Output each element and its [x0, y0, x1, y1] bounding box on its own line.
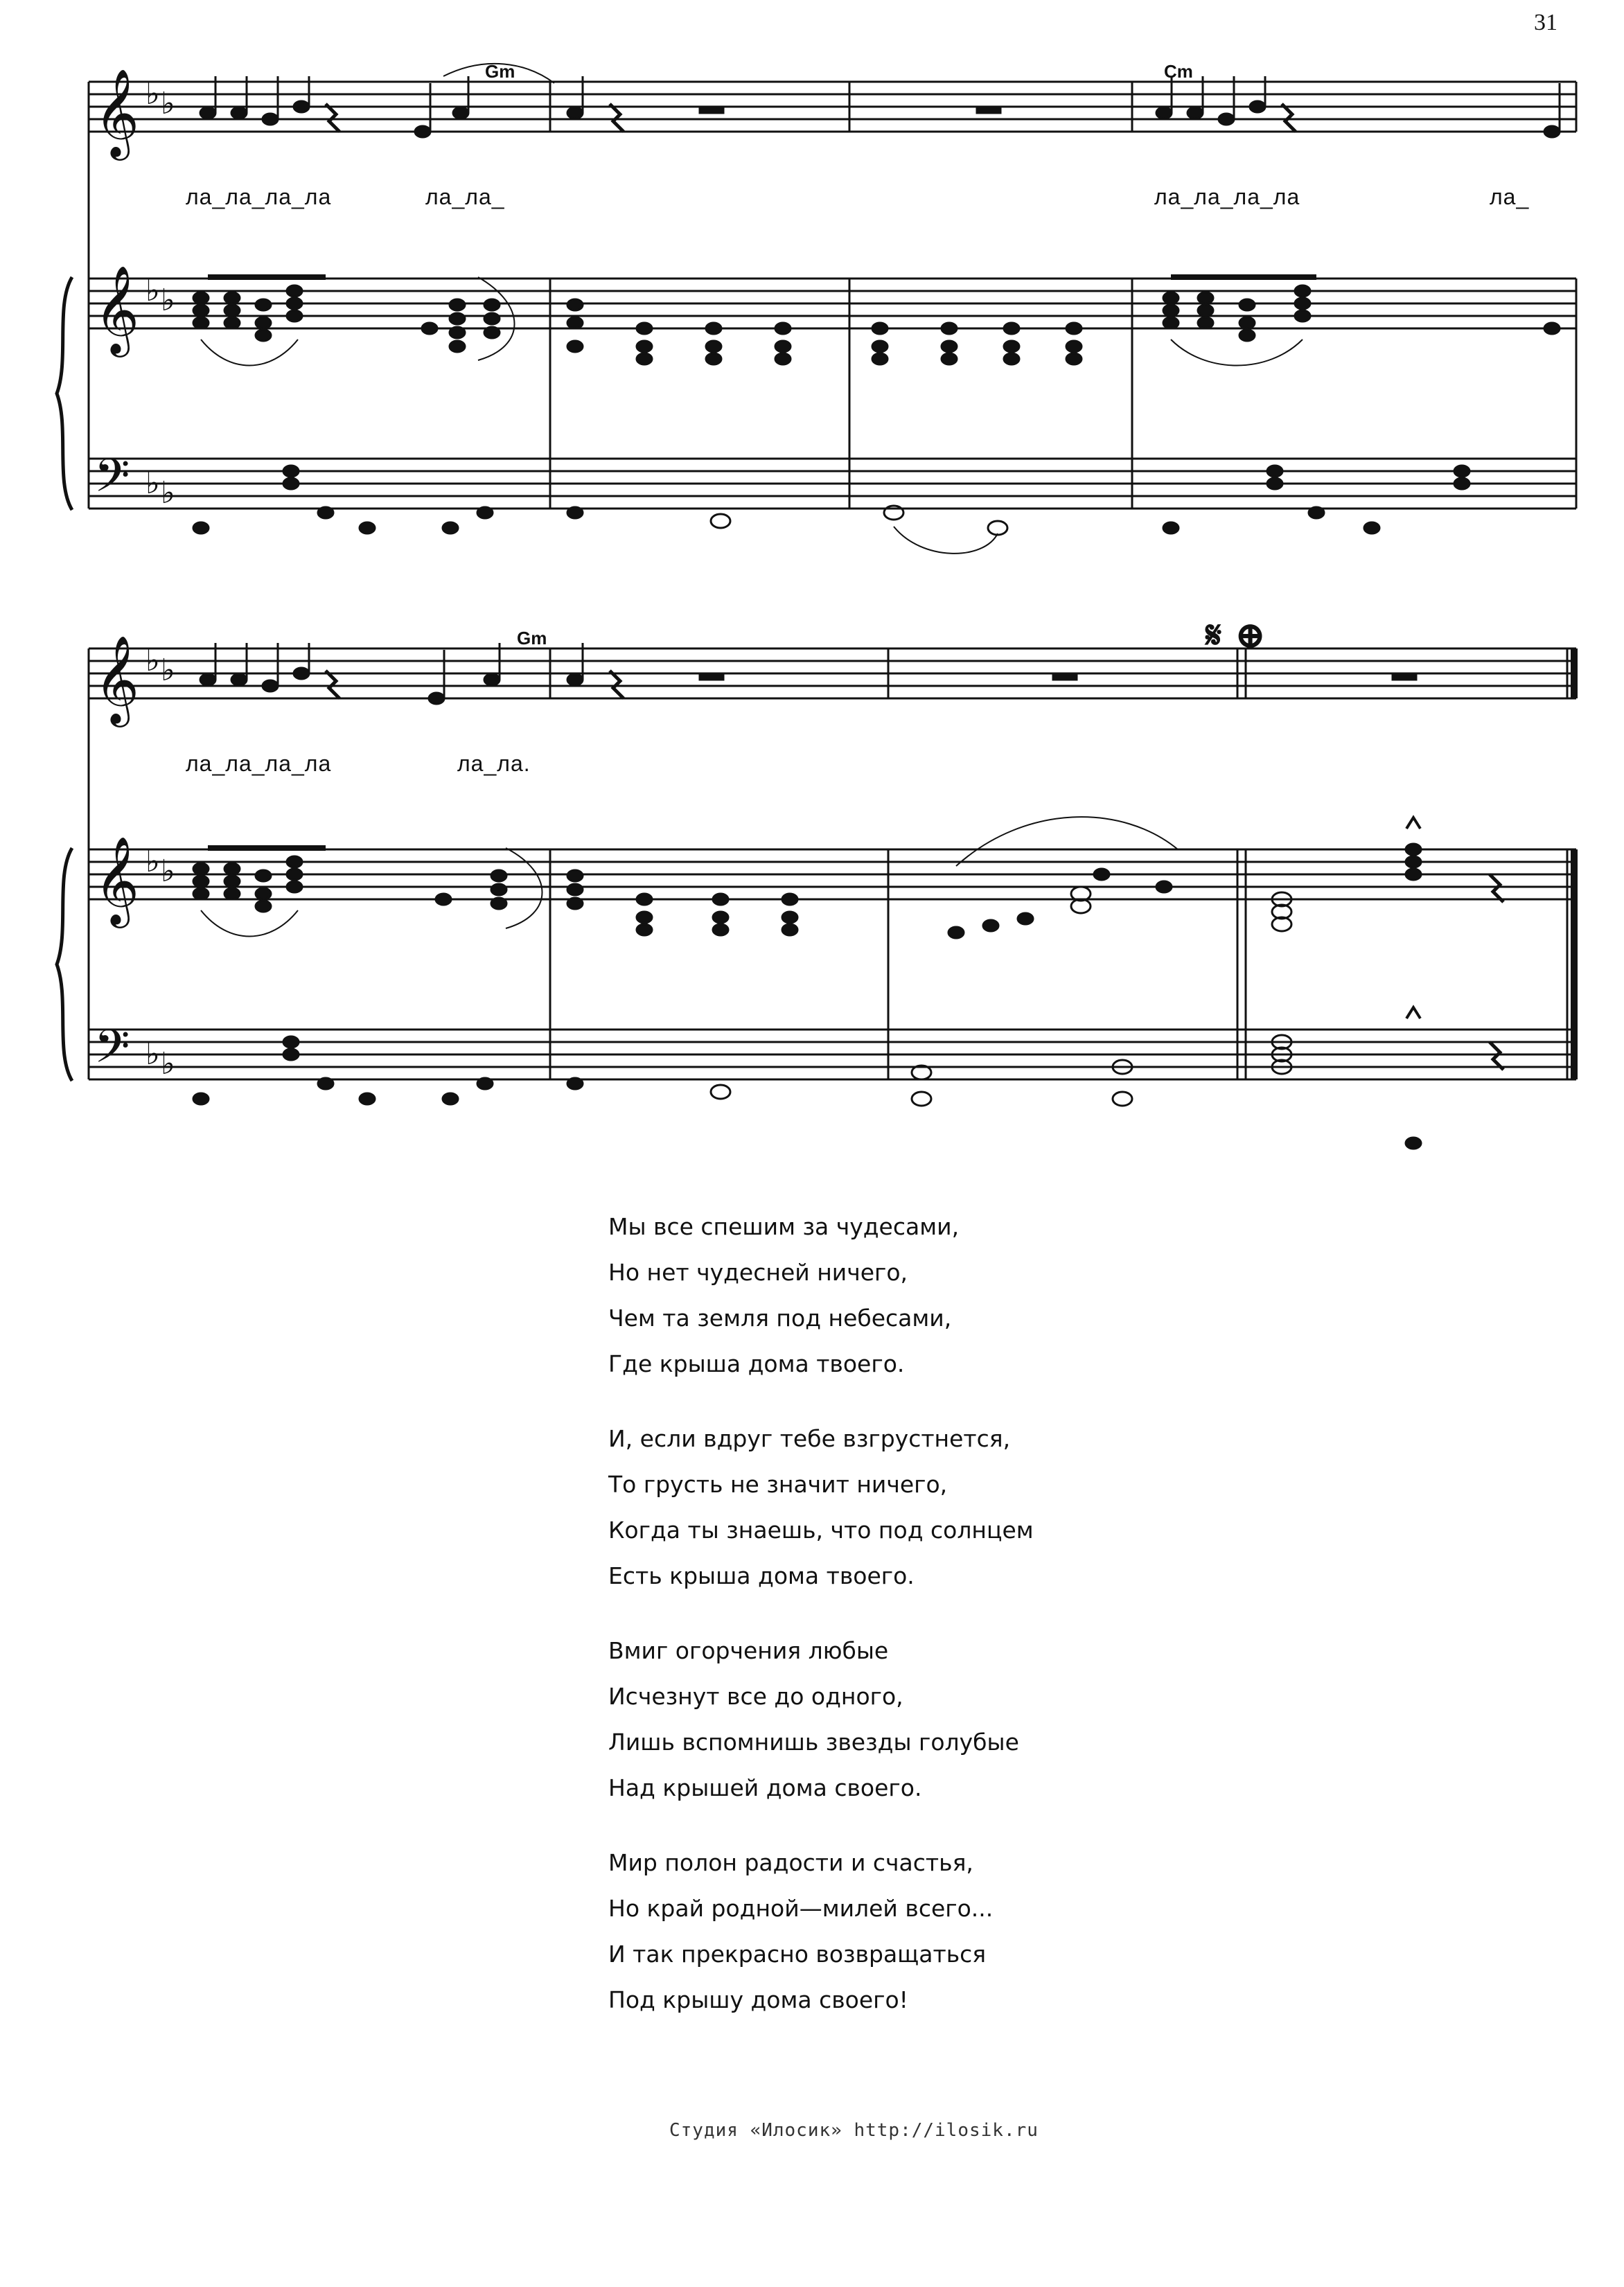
system-2: [57, 648, 1576, 1081]
treble-clef-icon: 𝄞: [94, 265, 140, 353]
verse-line: Исчезнут все до одного,: [608, 1683, 903, 1710]
verse-line: Есть крыша дома твоего.: [608, 1562, 915, 1589]
treble-clef-icon: 𝄞: [94, 836, 140, 924]
clefs-1: [94, 68, 175, 513]
piano-bass-staff-1: [89, 459, 1576, 509]
svg-text:♭: ♭: [145, 844, 160, 879]
verse-line: И, если вдруг тебе взгрустнется,: [608, 1425, 1011, 1452]
verse-line: Лишь вспомнишь звезды голубые: [608, 1729, 1019, 1756]
chord-symbol: Gm: [517, 628, 547, 648]
chord-symbol: Gm: [485, 61, 515, 82]
lyric-syllable: ла_ла_ла_ла: [186, 751, 332, 776]
piano-notes-2: [193, 817, 1503, 1149]
lyric-syllable: ла_ла.: [457, 751, 531, 776]
stanza: [608, 1628, 1034, 1811]
vocal-notes-1: [200, 64, 1560, 137]
segno-coda-mark: 𝄋 ⊕: [1206, 612, 1266, 657]
verse-line: Но нет чудесней ничего,: [608, 1259, 908, 1286]
page-number: 31: [1534, 10, 1557, 35]
piano-treble-staff-1: [89, 279, 1576, 328]
verse-line: И так прекрасно возвращаться: [608, 1941, 987, 1968]
svg-text:♭: ♭: [161, 653, 175, 688]
verse-line: Где крыша дома твоего.: [608, 1350, 905, 1377]
chord-symbol: Cm: [1164, 61, 1193, 82]
verse-line: Мы все спешим за чудесами,: [608, 1213, 960, 1240]
piano-brace-1: [57, 277, 72, 510]
bass-clef-icon: 𝄢: [94, 1020, 130, 1084]
stanza: [608, 1840, 1034, 2023]
stanza: [608, 1416, 1034, 1599]
svg-text:♭: ♭: [161, 283, 175, 318]
treble-clef-icon: 𝄞: [94, 635, 140, 723]
verse-line: Но край родной—милей всего...: [608, 1895, 994, 1922]
svg-text:♭: ♭: [161, 1046, 175, 1081]
verse-line: Над крышей дома своего.: [608, 1774, 922, 1801]
svg-text:♭: ♭: [161, 475, 175, 511]
clefs-2: [94, 635, 175, 1084]
verse-line: Мир полон радости и счастья,: [608, 1849, 973, 1876]
system-1: [57, 82, 1576, 510]
verse-line: Когда ты знаешь, что под солнцем: [608, 1517, 1034, 1544]
verse-line: Чем та земля под небесами,: [608, 1305, 952, 1332]
verse-line: Вмиг огорчения любые: [608, 1637, 889, 1664]
lyric-syllable: ла_ла_ла_ла: [1154, 184, 1300, 209]
piano-treble-staff-2: [89, 849, 1576, 899]
svg-text:♭: ♭: [145, 643, 160, 678]
lyric-syllable: ла_ла_ла_ла: [186, 184, 332, 209]
vocal-staff-2: [89, 648, 1576, 698]
svg-text:♭: ♭: [161, 86, 175, 121]
piano-bass-staff-2: [89, 1030, 1576, 1079]
bass-clef-icon: 𝄢: [94, 449, 130, 513]
svg-text:♭: ♭: [145, 466, 160, 501]
verses-block: [608, 1204, 1034, 2052]
svg-text:♭: ♭: [145, 1036, 160, 1072]
svg-text:♭: ♭: [145, 273, 160, 308]
footer-credit: Студия «Илосик» http://ilosik.ru: [669, 2120, 1039, 2141]
piano-brace-2: [57, 848, 72, 1081]
verse-line: То грусть не значит ничего,: [608, 1471, 948, 1498]
stanza: [608, 1204, 1034, 1387]
piano-notes-1: [193, 277, 1560, 554]
verse-line: Под крышу дома своего!: [608, 1986, 908, 2013]
svg-text:♭: ♭: [145, 76, 160, 112]
vocal-staff-1: [89, 82, 1576, 132]
treble-clef-icon: 𝄞: [94, 68, 140, 157]
svg-text:♭: ♭: [161, 854, 175, 889]
lyric-syllable: ла_: [1490, 184, 1530, 209]
lyric-syllable: ла_ла_: [425, 184, 505, 209]
